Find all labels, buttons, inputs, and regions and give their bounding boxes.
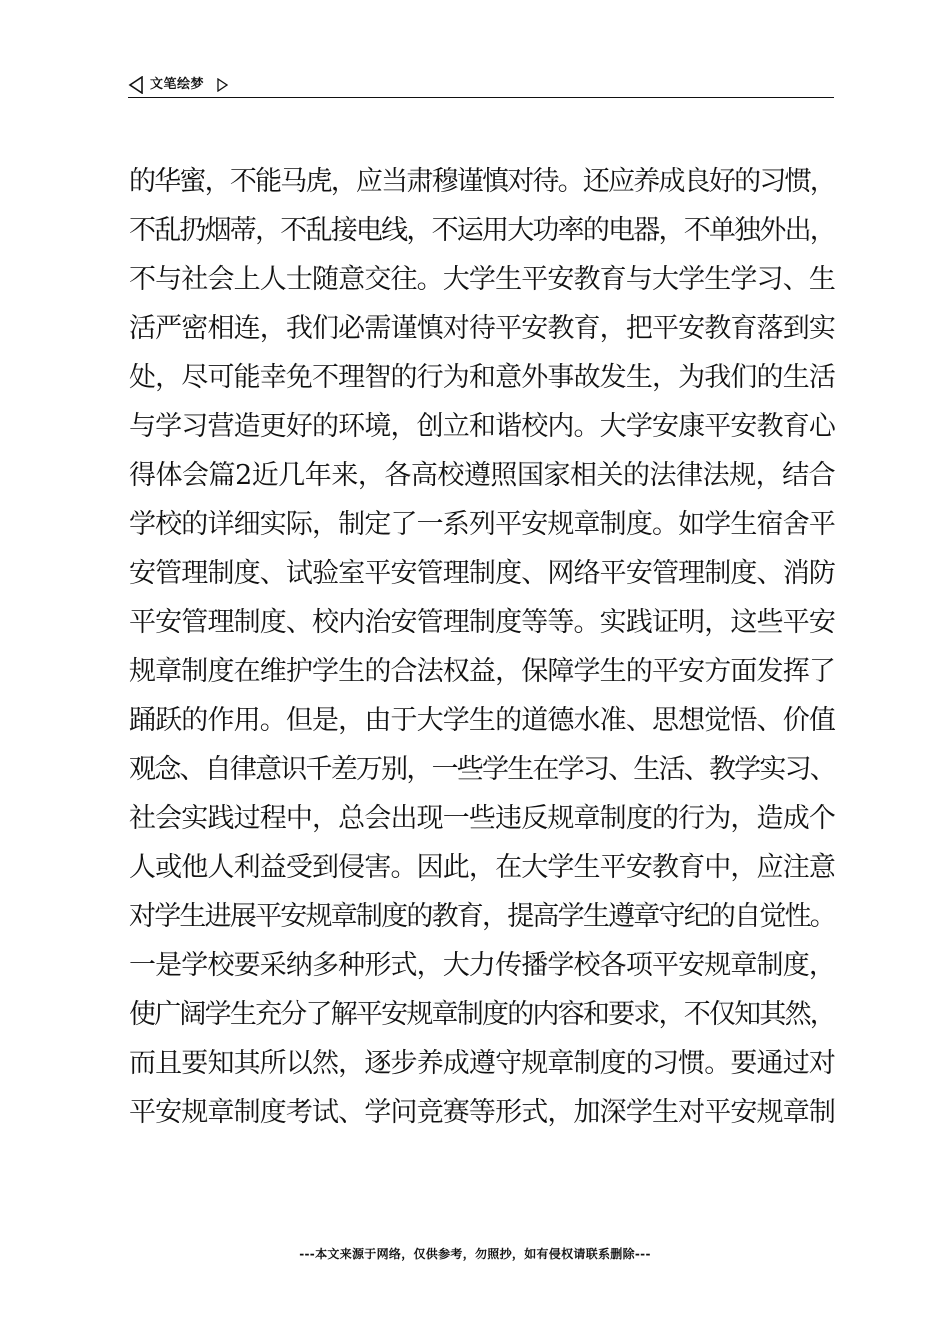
text-line: 规章制度在维护学生的合法权益，保障学生的平安方面发挥了	[129, 656, 835, 687]
left-triangle-icon	[128, 76, 144, 94]
text-line: 活严密相连，我们必需谨慎对待平安教育，把平安教育落到实	[129, 313, 835, 344]
text-line: 安管理制度、试验室平安管理制度、网络平安管理制度、消防	[129, 558, 835, 589]
document-body	[129, 157, 835, 1137]
page-footer-disclaimer: ---本文来源于网络，仅供参考，勿照抄，如有侵权请联系删除---	[299, 1247, 651, 1261]
text-line: 得体会篇2近几年来，各高校遵照国家相关的法律法规，结合	[129, 460, 836, 491]
text-line: 踊跃的作用。但是，由于大学生的道德水准、思想觉悟、价值	[129, 705, 835, 736]
header-title: 文笔绘梦	[150, 77, 205, 92]
text-line: 人或他人利益受到侵害。因此，在大学生平安教育中，应注意	[129, 852, 835, 883]
right-triangle-icon	[216, 77, 228, 91]
text-line: 一是学校要采纳多种形式，大力传播学校各项平安规章制度，	[129, 950, 835, 981]
text-line: 平安管理制度、校内治安管理制度等等。实践证明，这些平安	[129, 607, 835, 638]
text-line: 平安规章制度考试、学问竞赛等形式，加深学生对平安规章制	[129, 1097, 835, 1128]
page-header	[128, 74, 834, 98]
text-line: 的华蜜，不能马虎，应当肃穆谨慎对待。还应养成良好的习惯，	[129, 166, 835, 197]
text-line: 与学习营造更好的环境，创立和谐校内。大学安康平安教育心	[129, 411, 835, 442]
header-divider	[128, 97, 834, 98]
text-line: 处，尽可能幸免不理智的行为和意外事故发生，为我们的生活	[129, 362, 835, 393]
text-line: 学校的详细实际，制定了一系列平安规章制度。如学生宿舍平	[129, 509, 835, 540]
text-line: 不乱扔烟蒂，不乱接电线，不运用大功率的电器，不单独外出，	[129, 215, 835, 246]
text-line: 使广阔学生充分了解平安规章制度的内容和要求，不仅知其然，	[129, 999, 835, 1030]
text-line: 对学生进展平安规章制度的教育，提高学生遵章守纪的自觉性。	[129, 901, 835, 932]
text-line: 不与社会上人士随意交往。大学生平安教育与大学生学习、生	[129, 264, 835, 295]
text-line: 观念、自律意识千差万别，一些学生在学习、生活、教学实习、	[129, 754, 835, 785]
text-line: 社会实践过程中，总会出现一些违反规章制度的行为，造成个	[129, 803, 835, 834]
text-line: 而且要知其所以然，逐步养成遵守规章制度的习惯。要通过对	[129, 1048, 835, 1079]
